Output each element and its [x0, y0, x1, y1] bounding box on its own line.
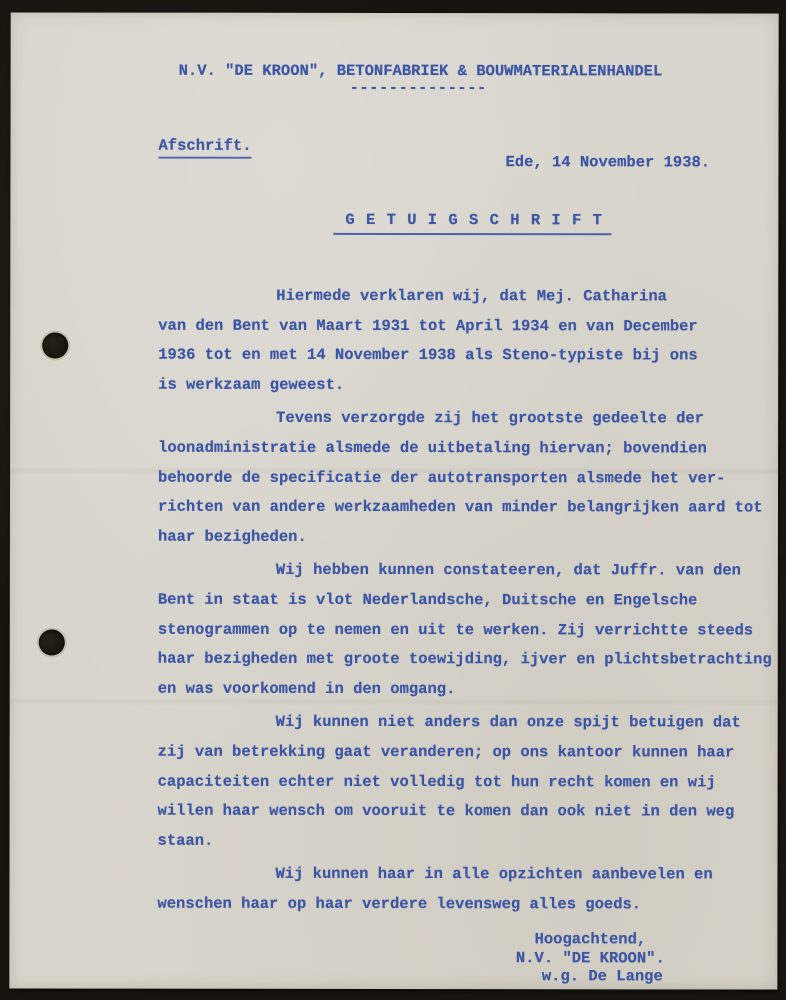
- typed-text-line: zij van betrekking gaat veranderen; op ons kantoor kunnen haar: [157, 742, 735, 762]
- typed-text-line: richten van andere werkzaamheden van minder belangrijken aard tot: [157, 497, 763, 517]
- typed-text-line: van den Bent van Maart 1931 tot April 1934 en van December: [158, 316, 698, 336]
- typed-text-line: N.V. "DE KROON".: [515, 948, 665, 967]
- company-letterhead: N.V. "DE KROON", BETONFABRIEK & BOUWMATERIALENHANDEL: [178, 61, 663, 81]
- letter-body: [157, 282, 786, 924]
- typed-text-line: Wij kunnen niet anders dan onze spijt betuigen dat: [275, 713, 741, 732]
- typed-text-line: capaciteiten echter niet volledig tot hun recht komen en wij: [157, 772, 716, 791]
- typed-text-line: staan.: [157, 831, 214, 850]
- punch-hole-top: [42, 333, 68, 359]
- paragraph-service-period: [158, 282, 786, 401]
- typed-text-line: behoorde de specificatie der autotransporten alsmede het ver-: [158, 468, 726, 488]
- typed-text-line: haar bezigheden met groote toewijding, ijver en plichtsbetrachting: [157, 649, 772, 669]
- typed-text-line: Tevens verzorgde zij het grootste gedeelte der: [276, 409, 705, 428]
- paragraph-skills: [158, 556, 786, 705]
- paragraph-duties: [158, 404, 786, 553]
- typed-text-line: wenschen haar op haar verdere levensweg alles goeds.: [157, 894, 642, 914]
- paragraph-recommendation: [157, 860, 786, 920]
- typed-text-line: w.g. De Lange: [541, 967, 663, 986]
- typed-text-line: Wij kunnen haar in alle opzichten aanbevelen en: [275, 865, 713, 884]
- typed-text-line: loonadministratie alsmede de uitbetaling hiervan; bovendien: [158, 438, 707, 458]
- document-title: G E T U I G S C H R I F T: [333, 211, 611, 235]
- typed-text-line: stenogrammen op te nemen en uit te werken. Zij verrichtte steeds: [157, 620, 754, 640]
- typed-text-line: Hiermede verklaren wij, dat Mej. Catharina: [276, 286, 667, 306]
- typed-text-line: Wij hebben kunnen constateeren, dat Juffr. van den: [275, 561, 741, 580]
- document-page: [9, 12, 778, 989]
- typed-text-line: Hoogachtend,: [534, 930, 647, 949]
- typed-text-line: 1936 tot en met 14 November 1938 als Steno-typiste bij ons: [158, 345, 698, 365]
- typed-text-line: is werkzaam geweest.: [158, 375, 345, 394]
- copy-label: Afschrift.: [158, 137, 251, 159]
- punch-hole-bottom: [39, 630, 65, 656]
- typed-text-line: Bent in staat is vlot Nederlandsche, Duitsche en Engelsche: [157, 590, 698, 610]
- dateline: Ede, 14 November 1938.: [505, 153, 711, 172]
- typed-text-line: en was voorkomend in den omgang.: [157, 679, 456, 698]
- letterhead-underline-dashes: --------------: [349, 78, 487, 98]
- typed-text-line: haar bezigheden.: [157, 527, 307, 546]
- paragraph-regret: [158, 708, 786, 857]
- signature-block: [499, 930, 681, 986]
- typed-text-line: willen haar wensch om vooruit te komen dan ook niet in den weg: [157, 801, 735, 821]
